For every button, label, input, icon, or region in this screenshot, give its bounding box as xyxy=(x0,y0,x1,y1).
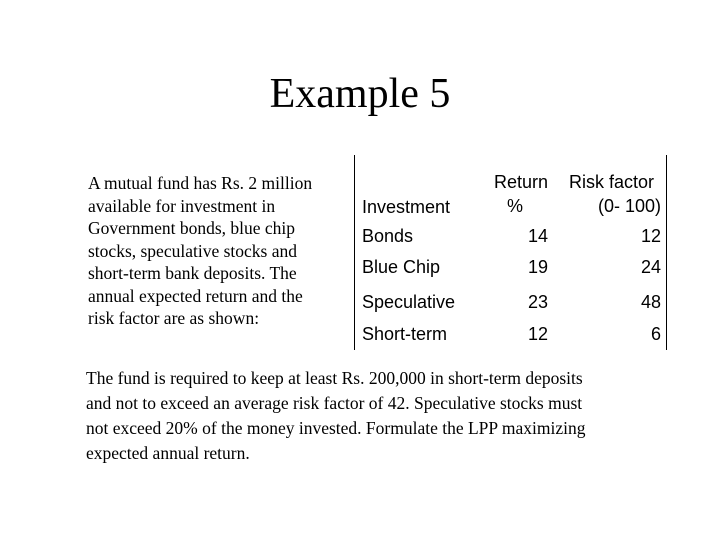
row-return: 14 xyxy=(527,226,548,246)
header-risk-range: (0- 100) xyxy=(597,196,661,216)
intro-line: Government bonds, blue chip xyxy=(88,218,296,238)
header-investment: Investment xyxy=(362,197,451,217)
row-risk: 12 xyxy=(640,226,661,246)
closing-paragraph xyxy=(86,366,666,466)
closing-line: and not to exceed an average risk factor of 42. Speculative stocks must xyxy=(86,393,583,413)
intro-line: short-term bank deposits. The xyxy=(88,263,297,283)
header-risk: Risk factor xyxy=(568,172,654,192)
header-return-unit: % xyxy=(506,196,523,216)
intro-line: annual expected return and the xyxy=(88,285,303,306)
row-risk: 48 xyxy=(640,292,661,312)
closing-line: not exceed 20% of the money invested. Formulate the LPP maximizing xyxy=(86,418,586,438)
row-name: Bonds xyxy=(362,226,414,246)
closing-line: The fund is required to keep at least Rs. 200,000 in short-term deposits xyxy=(86,368,583,388)
intro-line: stocks, speculative stocks and xyxy=(88,240,297,261)
row-risk: 24 xyxy=(640,257,661,277)
row-name: Short-term xyxy=(362,324,448,344)
row-risk: 6 xyxy=(650,324,661,344)
intro-line: risk factor are as shown: xyxy=(88,308,260,328)
row-return: 12 xyxy=(527,324,548,344)
row-name: Speculative xyxy=(362,292,456,312)
intro-line: available for investment in xyxy=(88,195,276,216)
closing-line: expected annual return. xyxy=(86,443,250,463)
intro-line: A mutual fund has Rs. 2 million xyxy=(88,173,313,193)
slide-title: Example 5 xyxy=(269,71,451,117)
investment-table xyxy=(354,155,667,350)
header-return: Return xyxy=(493,172,548,192)
row-return: 19 xyxy=(527,257,548,277)
row-name: Blue Chip xyxy=(362,257,441,277)
intro-paragraph xyxy=(88,172,350,330)
row-return: 23 xyxy=(527,292,548,312)
